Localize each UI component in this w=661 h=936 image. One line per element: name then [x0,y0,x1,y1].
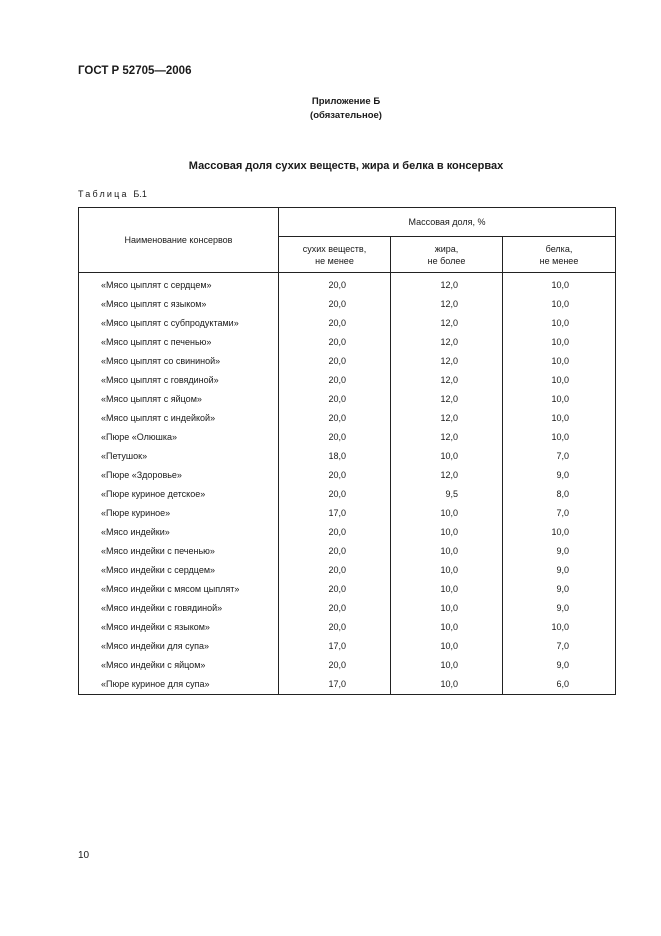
appendix-subtitle: (обязательное) [310,110,382,121]
product-name-cell: «Мясо индейки для супа» [79,637,279,656]
table-row [79,447,616,466]
table-row [79,333,616,352]
product-name-cell: «Мясо цыплят с яйцом» [79,390,279,409]
dry-solids-cell: 18,0 [279,447,391,466]
table-row [79,409,616,428]
protein-cell: 10,0 [503,390,616,409]
protein-cell: 6,0 [503,675,616,695]
product-name-cell: «Пюре куриное детское» [79,485,279,504]
protein-cell: 9,0 [503,561,616,580]
protein-cell: 9,0 [503,542,616,561]
header-protein [503,237,616,273]
header-fat-line1: жира, [434,243,459,254]
table-row [79,371,616,390]
dry-solids-cell: 17,0 [279,504,391,523]
dry-solids-cell: 20,0 [279,295,391,314]
table-row [79,295,616,314]
product-name-cell: «Мясо цыплят с языком» [79,295,279,314]
product-name-cell: «Мясо цыплят с субпродуктами» [79,314,279,333]
protein-cell: 10,0 [503,295,616,314]
table-row [79,314,616,333]
table-row [79,485,616,504]
fat-cell: 10,0 [391,447,503,466]
product-name-cell: «Мясо цыплят со свининой» [79,352,279,371]
header-fat-line2: не более [427,255,466,266]
product-name-cell: «Пюре куриное для супа» [79,675,279,695]
protein-cell: 10,0 [503,352,616,371]
dry-solids-cell: 20,0 [279,599,391,618]
protein-cell: 10,0 [503,273,616,296]
table-row [79,561,616,580]
page-number: 10 [78,850,90,861]
product-name-cell: «Мясо индейки» [79,523,279,542]
fat-cell: 12,0 [391,428,503,447]
appendix-title: Приложение Б [311,96,381,107]
header-protein-line2: не менее [539,255,579,266]
fat-cell: 12,0 [391,390,503,409]
product-name-cell: «Петушок» [79,447,279,466]
fat-cell: 10,0 [391,542,503,561]
product-name-cell: «Пюре «Здоровье» [79,466,279,485]
table-row [79,523,616,542]
dry-solids-cell: 20,0 [279,409,391,428]
fat-cell: 10,0 [391,523,503,542]
protein-cell: 10,0 [503,371,616,390]
table-body [79,273,616,695]
header-product-name: Наименование консервов [79,208,279,273]
header-dry-solids-line1: сухих веществ, [302,243,367,254]
dry-solids-cell: 20,0 [279,352,391,371]
product-name-cell: «Мясо цыплят с индейкой» [79,409,279,428]
header-mass-fraction: Массовая доля, % [279,208,616,237]
fat-cell: 10,0 [391,656,503,675]
appendix-header [0,95,661,123]
dry-solids-cell: 20,0 [279,561,391,580]
fat-cell: 12,0 [391,352,503,371]
table-caption-prefix: Таблица [78,189,129,199]
fat-cell: 12,0 [391,466,503,485]
section-heading: Массовая доля сухих веществ, жира и белка в консервах [188,160,504,172]
dry-solids-cell: 20,0 [279,580,391,599]
fat-cell: 12,0 [391,295,503,314]
header-dry-solids-line2: не менее [315,255,354,266]
product-name-cell: «Мясо индейки с говядиной» [79,599,279,618]
header-fat [391,237,503,273]
dry-solids-cell: 20,0 [279,273,391,296]
protein-cell: 10,0 [503,523,616,542]
fat-cell: 12,0 [391,273,503,296]
fat-cell: 10,0 [391,504,503,523]
product-name-cell: «Мясо индейки с печенью» [79,542,279,561]
product-name-cell: «Мясо индейки с языком» [79,618,279,637]
composition-table [78,207,616,695]
table-row [79,390,616,409]
table-row [79,352,616,371]
protein-cell: 9,0 [503,656,616,675]
protein-cell: 7,0 [503,504,616,523]
dry-solids-cell: 20,0 [279,390,391,409]
fat-cell: 10,0 [391,675,503,695]
product-name-cell: «Мясо цыплят с говядиной» [79,371,279,390]
table-caption-number: Б.1 [133,189,147,199]
dry-solids-cell: 20,0 [279,542,391,561]
fat-cell: 10,0 [391,618,503,637]
table-row [79,618,616,637]
table-row [79,428,616,447]
protein-cell: 10,0 [503,333,616,352]
protein-cell: 10,0 [503,409,616,428]
product-name-cell: «Пюре куриное» [79,504,279,523]
product-name-cell: «Мясо индейки с мясом цыплят» [79,580,279,599]
table-row [79,599,616,618]
fat-cell: 12,0 [391,371,503,390]
document-code: ГОСТ Р 52705—2006 [78,65,192,77]
dry-solids-cell: 20,0 [279,485,391,504]
fat-cell: 12,0 [391,314,503,333]
table-row [79,675,616,695]
dry-solids-cell: 20,0 [279,618,391,637]
fat-cell: 10,0 [391,580,503,599]
fat-cell: 10,0 [391,599,503,618]
dry-solids-cell: 20,0 [279,428,391,447]
fat-cell: 9,5 [391,485,503,504]
product-name-cell: «Пюре «Олюшка» [79,428,279,447]
protein-cell: 7,0 [503,637,616,656]
protein-cell: 10,0 [503,618,616,637]
table-row [79,656,616,675]
product-name-cell: «Мясо цыплят с сердцем» [79,273,279,296]
header-dry-solids [279,237,391,273]
header-protein-line1: белка, [545,243,573,254]
product-name-cell: «Мясо индейки с яйцом» [79,656,279,675]
protein-cell: 7,0 [503,447,616,466]
protein-cell: 10,0 [503,428,616,447]
protein-cell: 10,0 [503,314,616,333]
protein-cell: 9,0 [503,466,616,485]
protein-cell: 9,0 [503,599,616,618]
fat-cell: 10,0 [391,561,503,580]
fat-cell: 12,0 [391,333,503,352]
product-name-cell: «Мясо цыплят с печенью» [79,333,279,352]
fat-cell: 10,0 [391,637,503,656]
table-row [79,637,616,656]
dry-solids-cell: 20,0 [279,333,391,352]
protein-cell: 9,0 [503,580,616,599]
table-row [79,580,616,599]
dry-solids-cell: 17,0 [279,675,391,695]
dry-solids-cell: 20,0 [279,371,391,390]
product-name-cell: «Мясо индейки с сердцем» [79,561,279,580]
table-row [79,273,616,296]
fat-cell: 12,0 [391,409,503,428]
dry-solids-cell: 20,0 [279,523,391,542]
dry-solids-cell: 17,0 [279,637,391,656]
dry-solids-cell: 20,0 [279,466,391,485]
table-row [79,504,616,523]
dry-solids-cell: 20,0 [279,656,391,675]
table-row [79,466,616,485]
table-caption [78,189,147,199]
protein-cell: 8,0 [503,485,616,504]
table-row [79,542,616,561]
dry-solids-cell: 20,0 [279,314,391,333]
